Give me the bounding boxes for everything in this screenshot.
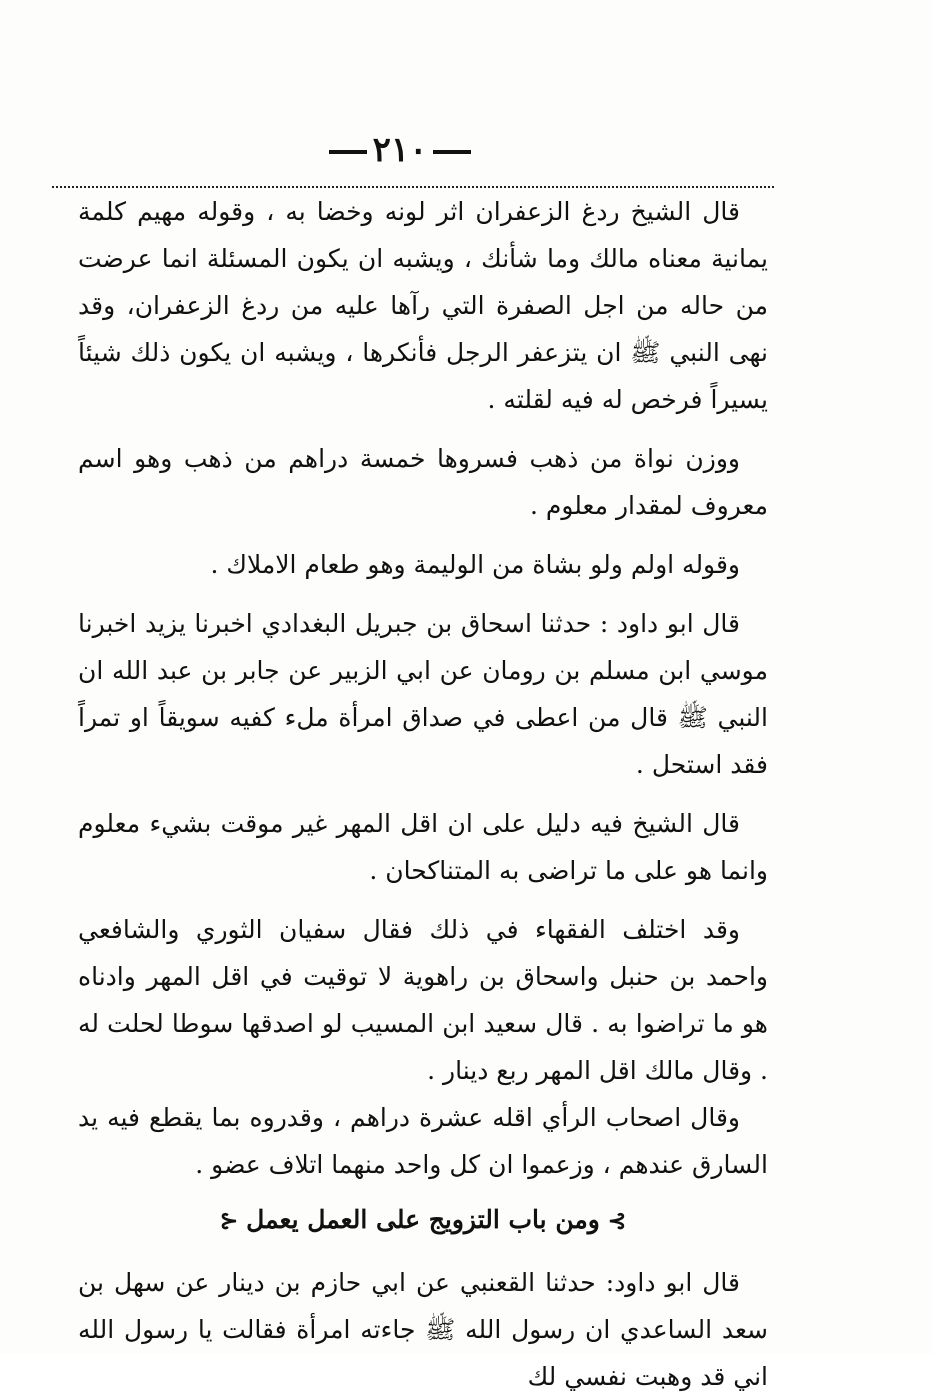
heading-ornament-left-icon: ⊰ xyxy=(219,1208,239,1234)
paragraph-5: قال الشيخ فيه دليل على ان اقل المهر غير موقت بشيء معلوم وانما هو على ما تراضى به المتناكحان . xyxy=(78,809,768,885)
heading-ornament-right-icon: ⊱ xyxy=(607,1208,627,1234)
page-number-header xyxy=(0,130,800,170)
paragraph-1: قال الشيخ ردغ الزعفران اثر لونه وخضا به ، وقوله مهيم كلمة يمانية معناه مالك وما شأنك ، ويشبه ان يكون المسئلة انما عرضت من حاله من اجل الصفرة التي رآها عليه من ردغ الزعفران، وقد نهى النبي ﷺ ان يتزعفر الرجل فأنكرها ، ويشبه ان يكون ذلك شيئاً يسيراً فرخص له فيه لقلته . xyxy=(78,197,768,414)
left-dash-ornament xyxy=(433,150,471,154)
section-heading-text: ومن باب التزويج على العمل يعمل xyxy=(246,1205,600,1234)
section-heading xyxy=(78,1196,768,1245)
paragraph-4: قال ابو داود : حدثنا اسحاق بن جبريل البغدادي اخبرنا يزيد اخبرنا موسي ابن مسلم بن رومان عن ابي الزبير عن جابر بن عبد الله ان النبي ﷺ قال من اعطى في صداق امرأة ملء كفيه سويقاً او تمراً فقد استحل . xyxy=(78,609,768,779)
paragraph-2: ووزن نواة من ذهب فسروها خمسة دراهم من ذهب وهو اسم معروف لمقدار معلوم . xyxy=(78,444,768,520)
right-dash-ornament xyxy=(329,150,367,154)
page-body-text xyxy=(78,188,768,1400)
paragraph-7: وقال اصحاب الرأي اقله عشرة دراهم ، وقدروه بما يقطع فيه يد السارق عندهم ، وزعموا ان كل واحد منهما اتلاف عضو . xyxy=(78,1103,768,1179)
paragraph-8: قال ابو داود: حدثنا القعنبي عن ابي حازم بن دينار عن سهل بن سعد الساعدي ان رسول الله ﷺ جاءته امرأة فقالت يا رسول الله اني قد وهبت نفسي لك xyxy=(78,1268,768,1391)
paragraph-3: وقوله اولم ولو بشاة من الوليمة وهو طعام الاملاك . xyxy=(210,550,740,579)
page-number: ٢١٠ xyxy=(372,130,428,170)
paragraph-6: وقد اختلف الفقهاء في ذلك فقال سفيان الثوري والشافعي واحمد بن حنبل واسحاق بن راهوية لا توقيت في اقل المهر وادناه هو ما تراضوا به . قال سعيد ابن المسيب لو اصدقها سوطا لحلت له . وقال مالك اقل المهر ربع دينار . xyxy=(78,915,768,1085)
